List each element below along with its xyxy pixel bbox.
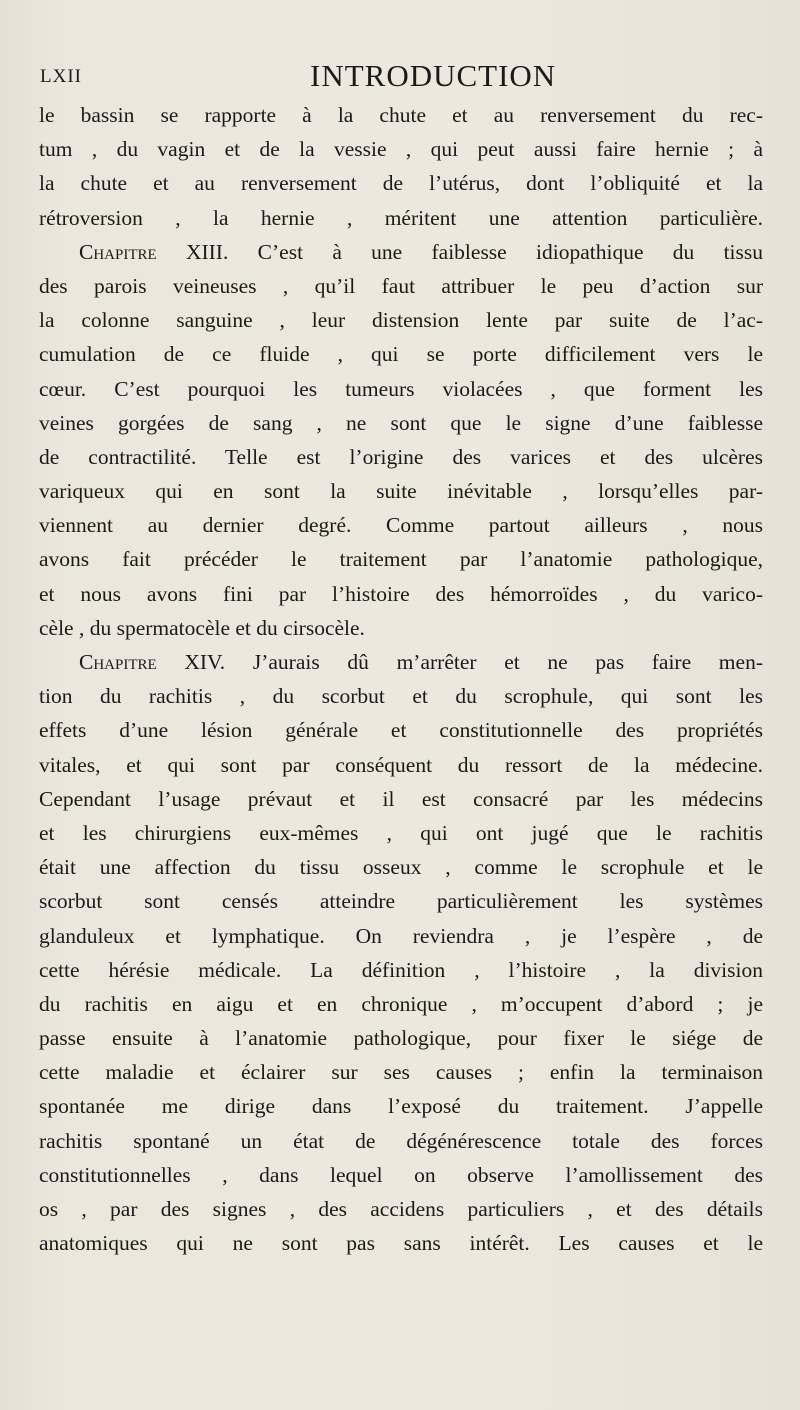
chapter-xiii-line bbox=[39, 235, 763, 269]
text-line: rachitis spontané un état de dégénérescence totale des forces bbox=[39, 1128, 763, 1153]
running-title: INTRODUCTION bbox=[310, 58, 557, 93]
text-line: effets d’une lésion générale et constitutionnelle des propriétés bbox=[39, 718, 763, 743]
text-line: la chute et au renversement de l’utérus, dont l’obliquité et la bbox=[39, 171, 763, 196]
text-line: cette maladie et éclairer sur ses causes ; enfin la terminaison bbox=[39, 1060, 763, 1085]
text-line: du rachitis en aigu et en chronique , m’occupent d’abord ; je bbox=[39, 991, 763, 1016]
chapter-xiv-label: Chapitre XIV. bbox=[79, 650, 226, 674]
text-line: le bassin se rapporte à la chute et au renversement du rec- bbox=[39, 103, 763, 127]
text-line: avons fait précéder le traitement par l’anatomie pathologique, bbox=[39, 547, 763, 572]
chapter-xiii-text: C’est à une faiblesse idiopathique du tissu bbox=[257, 239, 763, 264]
body-text bbox=[39, 98, 763, 1260]
text-line: constitutionnelles , dans lequel on observe l’amollissement des bbox=[39, 1162, 763, 1187]
page-number: LXII bbox=[40, 66, 82, 87]
text-line: os , par des signes , des accidens particuliers , et des détails bbox=[39, 1197, 763, 1221]
text-line: cœur. C’est pourquoi les tumeurs violacées , que forment les bbox=[39, 376, 763, 401]
text-line: était une affection du tissu osseux , comme le scrophule et le bbox=[39, 855, 763, 880]
text-line: passe ensuite à l’anatomie pathologique, pour fixer le siége de bbox=[39, 1026, 763, 1051]
chapter-xiv-line bbox=[39, 645, 763, 679]
chapter-xiii-label: Chapitre XIII. bbox=[79, 239, 229, 264]
text-line: glanduleux et lymphatique. On reviendra , je l’espère , de bbox=[39, 923, 763, 948]
text-line: cette hérésie médicale. La définition , l’histoire , la division bbox=[39, 957, 763, 982]
text-line: tion du rachitis , du scorbut et du scrophule, qui sont les bbox=[39, 684, 763, 709]
text-line: la colonne sanguine , leur distension lente par suite de l’ac- bbox=[39, 308, 763, 333]
text-line: scorbut sont censés atteindre particulièrement les systèmes bbox=[39, 889, 763, 914]
text-line: anatomiques qui ne sont pas sans intérêt. Les causes et le bbox=[39, 1231, 763, 1256]
text-line: cumulation de ce fluide , qui se porte difficilement vers le bbox=[39, 342, 763, 367]
text-line: veines gorgées de sang , ne sont que le signe d’une faiblesse bbox=[39, 410, 763, 435]
text-line: rétroversion , la hernie , méritent une attention particulière. bbox=[39, 205, 763, 230]
text-line: des parois veineuses , qu’il faut attribuer le peu d’action sur bbox=[39, 273, 763, 298]
text-line: et les chirurgiens eux-mêmes , qui ont jugé que le rachitis bbox=[39, 820, 763, 845]
page-header bbox=[0, 58, 800, 98]
text-line: variqueux qui en sont la suite inévitable , lorsqu’elles par- bbox=[39, 479, 763, 504]
text-line: viennent au dernier degré. Comme partout ailleurs , nous bbox=[39, 513, 763, 538]
text-line: spontanée me dirige dans l’exposé du traitement. J’appelle bbox=[39, 1094, 763, 1119]
chapter-xiv-text: J’aurais dû m’arrêter et ne pas faire men- bbox=[252, 650, 763, 674]
text-line: cèle , du spermatocèle et du cirsocèle. bbox=[39, 615, 365, 640]
text-line: Cependant l’usage prévaut et il est consacré par les médecins bbox=[39, 786, 763, 811]
text-line: de contractilité. Telle est l’origine des varices et des ulcères bbox=[39, 444, 763, 469]
text-line: et nous avons fini par l’histoire des hémorroïdes , du varico- bbox=[39, 581, 763, 606]
text-line: tum , du vagin et de la vessie , qui peut aussi faire hernie ; à bbox=[39, 137, 763, 162]
text-line: vitales, et qui sont par conséquent du ressort de la médecine. bbox=[39, 752, 763, 777]
